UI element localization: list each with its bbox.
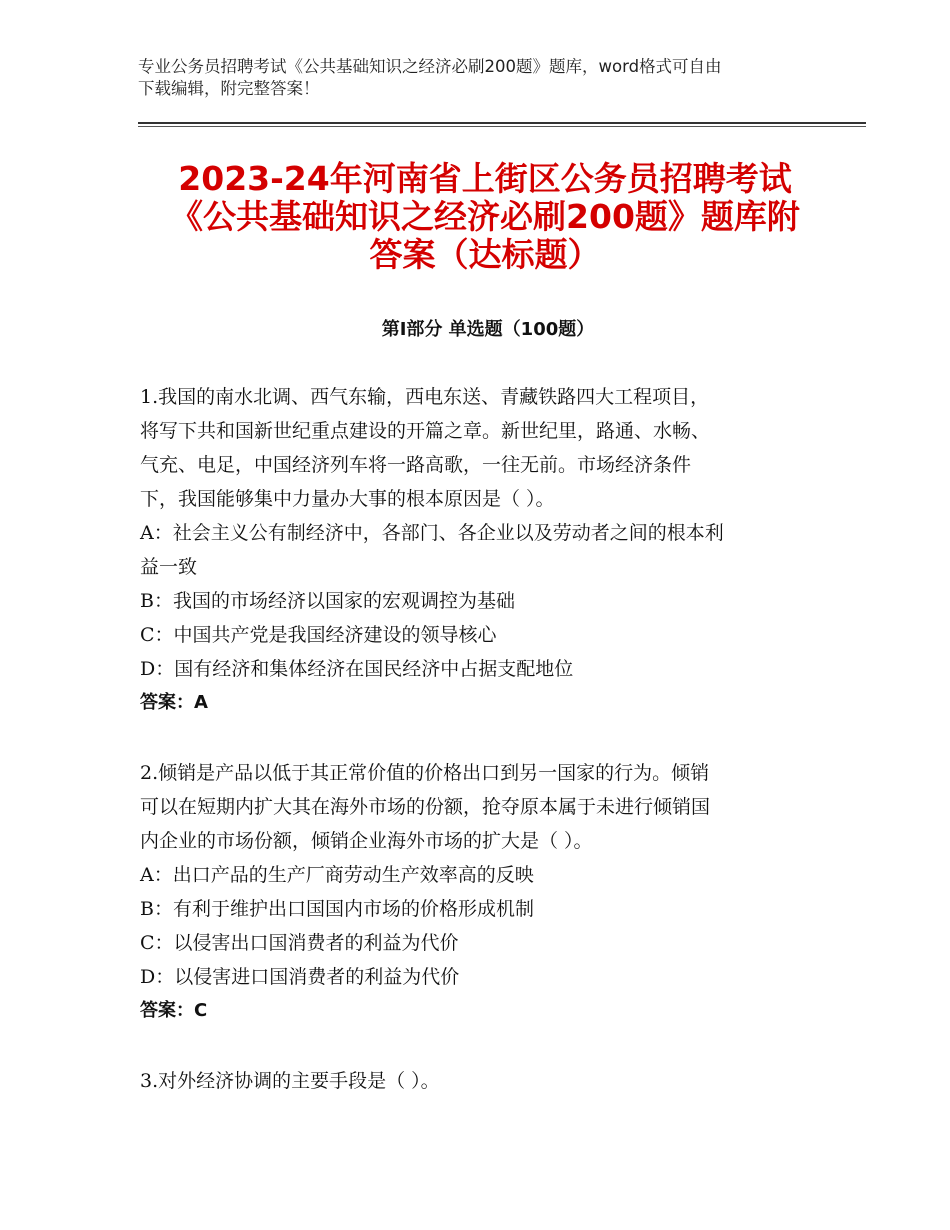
option-c: C：以侵害出口国消费者的利益为代价 bbox=[140, 932, 459, 954]
question-1 bbox=[140, 380, 820, 720]
document-header bbox=[138, 56, 818, 100]
option-c: C：中国共产党是我国经济建设的领导核心 bbox=[140, 624, 497, 646]
header-divider bbox=[138, 122, 866, 124]
question-stem-line: 内企业的市场份额，倾销企业海外市场的扩大是（ ）。 bbox=[140, 830, 593, 852]
header-line-1: 专业公务员招聘考试《公共基础知识之经济必刷200题》题库，word格式可自由 bbox=[138, 57, 722, 76]
question-2 bbox=[140, 756, 820, 1028]
question-stem-line: 将写下共和国新世纪重点建设的开篇之章。新世纪里，路通、水畅、 bbox=[140, 420, 711, 442]
question-3 bbox=[140, 1064, 820, 1098]
question-stem-line: 2.倾销是产品以低于其正常价值的价格出口到另一国家的行为。倾销 bbox=[140, 762, 710, 784]
title-line-2: 《公共基础知识之经济必刷200题》题库附 bbox=[170, 197, 800, 236]
answer: 答案：C bbox=[140, 1000, 208, 1021]
answer: 答案：A bbox=[140, 692, 208, 713]
option-a: A：社会主义公有制经济中，各部门、各企业以及劳动者之间的根本利 bbox=[140, 522, 724, 544]
section-heading: 第Ⅰ部分 单选题（100题） bbox=[381, 319, 595, 340]
title-line-3: 答案（达标题） bbox=[369, 235, 601, 274]
document-title bbox=[120, 160, 850, 274]
option-a-cont: 益一致 bbox=[140, 556, 198, 578]
option-b: B：我国的市场经济以国家的宏观调控为基础 bbox=[140, 590, 515, 612]
option-b: B：有利于维护出口国国内市场的价格形成机制 bbox=[140, 898, 534, 920]
question-stem-line: 下，我国能够集中力量办大事的根本原因是（ ）。 bbox=[140, 488, 555, 510]
question-stem-line: 气充、电足，中国经济列车将一路高歌，一往无前。市场经济条件 bbox=[140, 454, 692, 476]
option-a: A：出口产品的生产厂商劳动生产效率高的反映 bbox=[140, 864, 534, 886]
question-stem-line: 1.我国的南水北调、西气东输，西电东送、青藏铁路四大工程项目， bbox=[140, 386, 710, 408]
question-stem-line: 可以在短期内扩大其在海外市场的份额，抢夺原本属于未进行倾销国 bbox=[140, 796, 711, 818]
header-divider-thin bbox=[138, 126, 866, 127]
option-d: D：以侵害进口国消费者的利益为代价 bbox=[140, 966, 460, 988]
question-stem-line: 3.对外经济协调的主要手段是（ ）。 bbox=[140, 1070, 440, 1092]
option-d: D：国有经济和集体经济在国民经济中占据支配地位 bbox=[140, 658, 574, 680]
title-line-1: 2023-24年河南省上街区公务员招聘考试 bbox=[178, 159, 792, 198]
header-line-2: 下载编辑，附完整答案！ bbox=[138, 79, 320, 98]
